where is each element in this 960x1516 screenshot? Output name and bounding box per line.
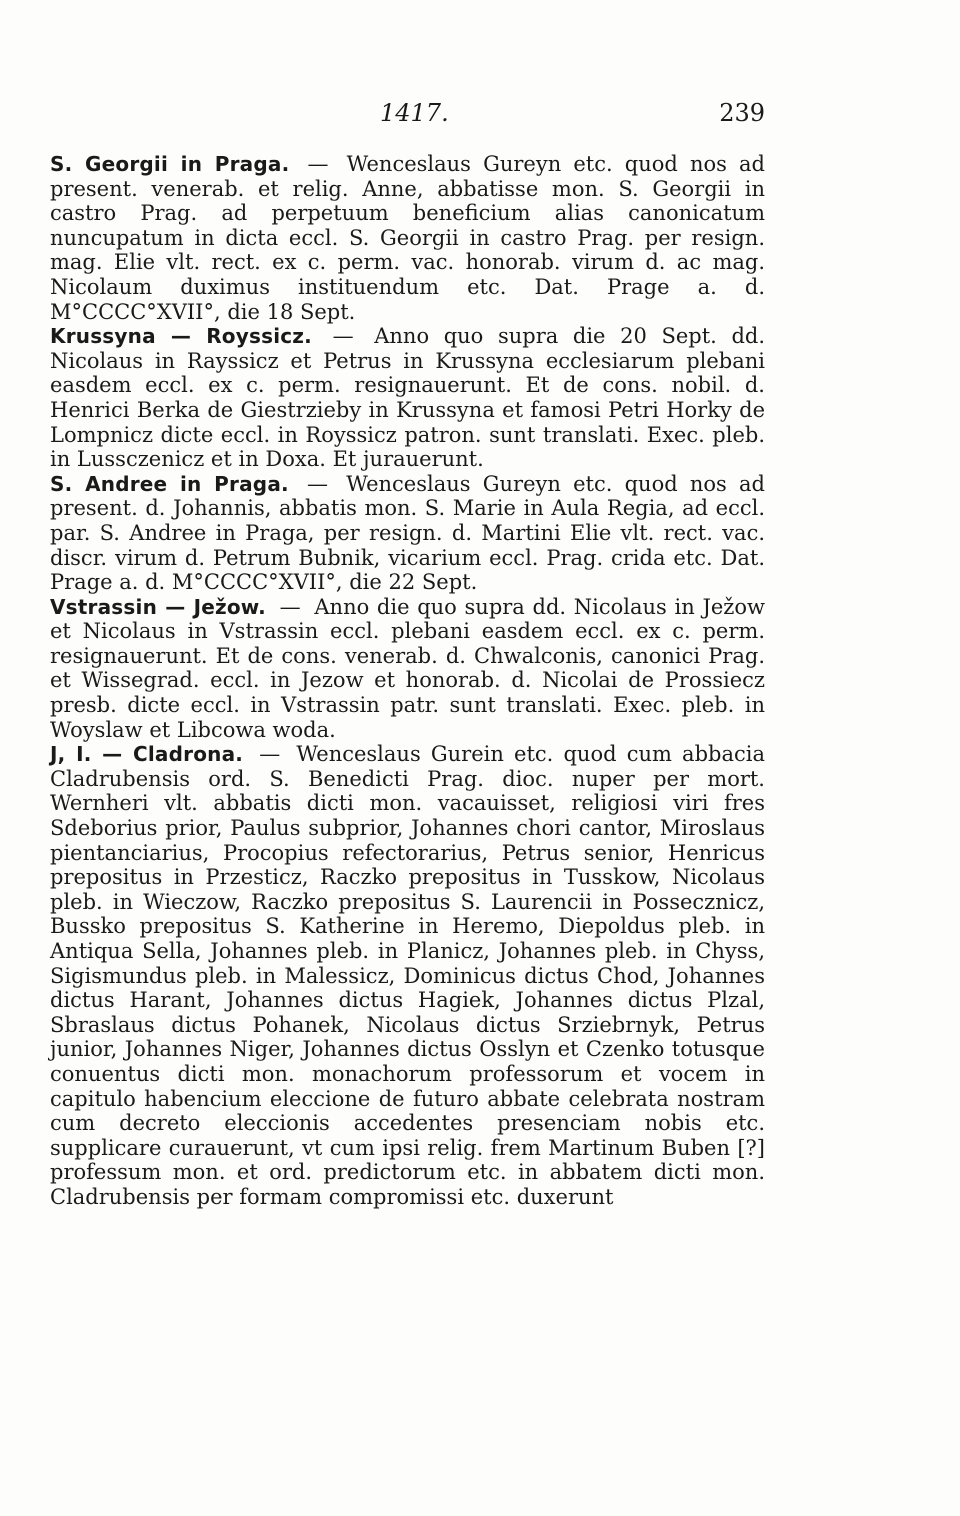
entry-text: Wenceslaus Gureyn etc. quod nos ad present. venerab. et relig. Anne, abbatisse mon. S. Georgii in castro Prag. ad perpetuum beneficium alias canonicatum nuncupatum in dicta eccl. S. Georgii in castro Prag. per resign. mag. Elie vlt. rect. ex c. perm. vac. honorab. virum d. ac mag. Nicolaum duximus instituendum etc. Dat. Prage a. d. M°CCCC°XVII°, die 18 Sept. (50, 152, 765, 324)
dash-separator: — (307, 152, 329, 176)
entry-krussyna (50, 324, 765, 472)
entry-s-georgii (50, 152, 765, 324)
dash-separator: — (259, 742, 281, 767)
entry-heading: Vstrassin — Ježow. (50, 594, 266, 619)
entry-heading: J, I. — Cladrona. (50, 742, 244, 767)
entry-text: Anno quo supra die 20 Sept. dd. Nicolaus in Rayssicz et Petrus in Krussyna ecclesiarum plebani easdem eccl. ex c. perm. resignauerunt. Et de cons. nobil. d. Henrici Berka de Giestrzieby in Krussyna et famosi Petri Horky de Lompnicz dicte eccl. in Royssicz patron. sunt translati. Exec. pleb. in Lussczenicz et in Doxa. Et jurauerunt. (50, 324, 765, 472)
running-header (50, 99, 765, 133)
dash-separator: — (332, 324, 354, 349)
entry-text: Anno die quo supra dd. Nicolaus in Ježow et Nicolaus in Vstrassin eccl. plebani easdem eccl. ex c. perm. resignauerunt. Et de cons. venerab. d. Chwalconis, canonici Prag. et Wissegrad. eccl. in Jezow et honorab. d. Nicolai de Prossiecz presb. dicte eccl. in Vstrassin patr. sunt translati. Exec. pleb. in Woyslaw et Libcowa woda. (50, 594, 765, 742)
header-year: 1417. (380, 99, 449, 127)
dash-separator: — (307, 471, 329, 496)
entry-heading: Krussyna — Royssicz. (50, 324, 312, 349)
page-number: 239 (719, 99, 765, 127)
dash-separator: — (279, 594, 301, 619)
entry-cladrona (50, 742, 765, 1209)
entry-s-andree (50, 472, 765, 595)
entry-text: Wenceslaus Gureyn etc. quod nos ad present. d. Johannis, abbatis mon. S. Marie in Aula Regia, ad eccl. par. S. Andree in Praga, per resign. d. Martini Elie vlt. rect. vac. discr. virum d. Petrum Bubnik, vicarium eccl. Prag. crida etc. Dat. Prage a. d. M°CCCC°XVII°, die 22 Sept. (50, 471, 765, 595)
entry-vstrassin (50, 595, 765, 743)
entry-heading: S. Georgii in Praga. (50, 152, 290, 176)
body-text (50, 152, 765, 1210)
entry-heading: S. Andree in Praga. (50, 471, 289, 496)
entry-text: Wenceslaus Gurein etc. quod cum abbacia Cladrubensis ord. S. Benedicti Prag. dioc. nuper per mort. Wernheri vlt. abbatis dicti mon. vacauisset, religiosi viri fres Sdeborius prior, Paulus subprior, Johannes chori cantor, Miroslaus pientanciarius, Procopius refectorarius, Petrus senior, Henricus prepositus in Przesticz, Raczko prepositus in Tusskow, Nicolaus pleb. in Wieczow, Raczko prepositus S. Laurencii in Possecznicz, Bussko prepositus S. Katherine in Heremo, Diepoldus pleb. in Antiqua Sella, Johannes pleb. in Planicz, Johannes pleb. in Chyss, Sigismundus pleb. in Malessicz, Dominicus dictus Chod, Johannes dictus Harant, Johannes dictus Hagiek, Johannes dictus Plzal, Sbraslaus dictus Pohanek, Nicolaus dictus Srziebrnyk, Petrus junior, Johannes Niger, Johannes dictus Osslyn et Czenko totusque conuentus dicti mon. monachorum professorum et vocem in capitulo habencium eleccione de futuro abbate celebrata nostram cum decreto eleccionis accedentes presenciam nobis etc. supplicare curauerunt, vt cum ipsi relig. frem Martinum Buben [?] professum mon. et ord. predictorum etc. in abbatem dicti mon. Cladrubensis per formam compromissi etc. duxerunt (50, 742, 765, 1209)
